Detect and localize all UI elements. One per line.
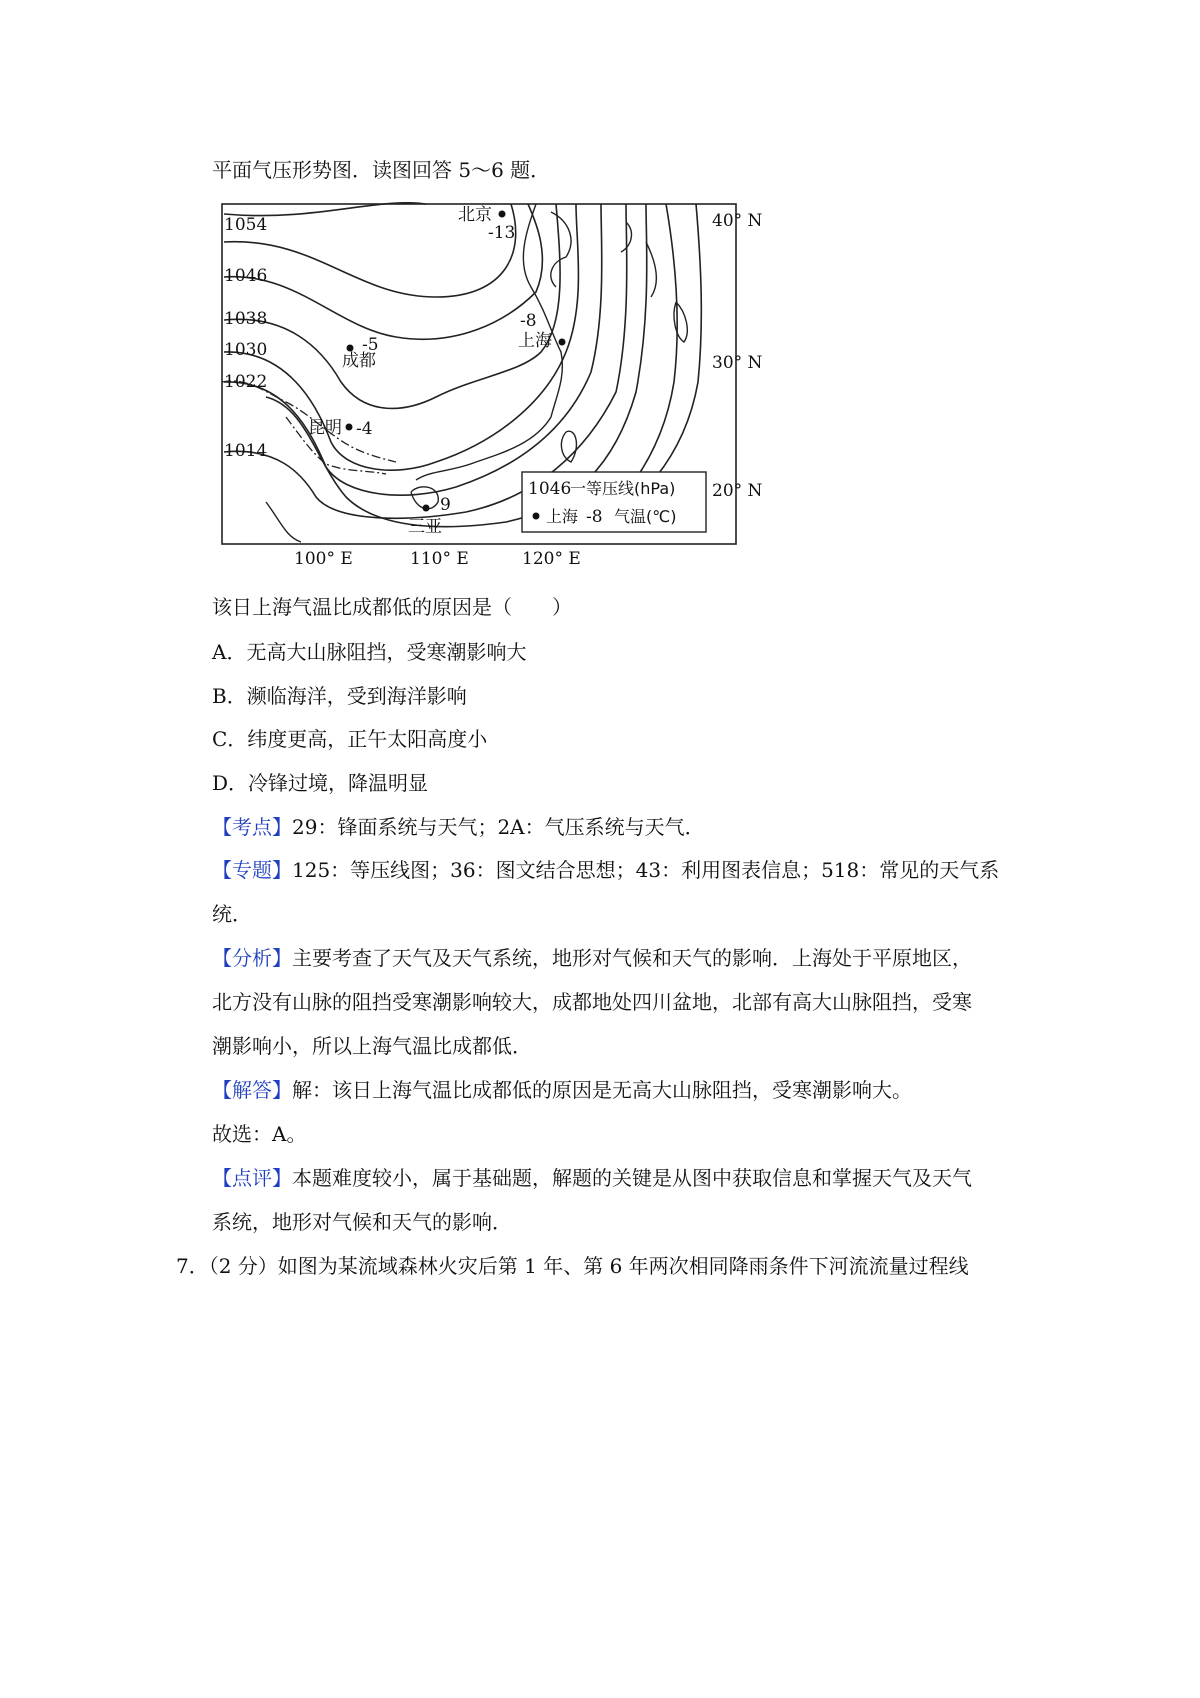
city-dot (559, 339, 566, 346)
isobar-label-1038: 1038 (224, 309, 268, 329)
city-temp: -13 (488, 223, 516, 243)
city-name: 北京 (458, 205, 492, 225)
option-d: D．冷锋过境，降温明显 (212, 771, 429, 795)
next-question: 7．（2 分）如图为某流域森林火灾后第 1 年、第 6 年两次相同降雨条件下河流流量过程线 (176, 1254, 969, 1278)
city-beijing (458, 205, 515, 243)
city-name: 上海 (518, 331, 552, 351)
lat-label-40n: 40° N (712, 211, 763, 231)
fenxi-tag: 【分析】 (212, 946, 292, 970)
zhuanti-line (212, 856, 999, 884)
lon-label-110e: 110° E (410, 549, 469, 569)
zhuanti-text: 125：等压线图；36：图文结合思想；43：利用图表信息；518：常见的天气系 (292, 858, 1000, 882)
lon-label-120e: 120° E (522, 549, 581, 569)
question-stem: 该日上海气温比成都低的原因是（ ） (212, 595, 572, 619)
jieda-tag: 【解答】 (212, 1078, 292, 1102)
fenxi-text-cont-2: 潮影响小，所以上海气温比成都低． (212, 1034, 532, 1058)
city-dot (499, 211, 506, 218)
pressure-map (206, 202, 766, 602)
zhuanti-text-cont: 统． (212, 902, 252, 926)
lon-label-100e: 100° E (294, 549, 353, 569)
city-temp: 9 (440, 495, 451, 515)
fenxi-line (212, 944, 972, 972)
city-kunming (308, 418, 373, 439)
city-temp: -5 (362, 335, 379, 355)
lat-label-30n: 30° N (712, 353, 763, 373)
isobar-label-1046: 1046 (224, 266, 268, 286)
city-temp: -8 (520, 311, 537, 331)
answer-choice: 故选：A。 (212, 1122, 307, 1146)
fenxi-text: 主要考查了天气及天气系统，地形对气候和天气的影响．上海处于平原地区， (292, 946, 972, 970)
dianping-text-cont: 系统，地形对气候和天气的影响． (212, 1210, 512, 1234)
fenxi-text-cont-1: 北方没有山脉的阻挡受寒潮影响较大，成都地处四川盆地，北部有高大山脉阻挡，受寒 (212, 990, 972, 1014)
isobar-label-1054: 1054 (224, 215, 268, 235)
city-name: 成都 (342, 351, 376, 371)
zhuanti-tag: 【专题】 (212, 858, 292, 882)
city-chengdu (342, 335, 379, 371)
dianping-line (212, 1164, 972, 1192)
city-temp: -4 (356, 419, 373, 439)
legend-isobar-value: 1046 (528, 479, 572, 499)
isobar-label-1014: 1014 (224, 441, 268, 461)
dianping-tag: 【点评】 (212, 1166, 292, 1190)
kaodian-tag: 【考点】 (212, 815, 292, 839)
legend-dot (533, 513, 540, 520)
option-c: C．纬度更高，正午太阳高度小 (212, 727, 488, 751)
option-a: A．无高大山脉阻挡，受寒潮影响大 (212, 640, 527, 664)
isobar-label-1030: 1030 (224, 340, 268, 360)
legend-isobar-text: 一等压线(hPa) (570, 479, 676, 498)
lat-label-20n: 20° N (712, 481, 763, 501)
city-name: 三亚 (408, 517, 442, 537)
city-dot (346, 424, 353, 431)
legend-city: 上海 (546, 507, 579, 526)
map-legend (522, 472, 706, 532)
city-name: 昆明 (308, 418, 342, 438)
jieda-line (212, 1076, 912, 1104)
intro-line: 平面气压形势图．读图回答 5～6 题． (212, 158, 551, 182)
legend-temp-text: 气温(℃) (614, 507, 677, 526)
isobar-label-1022: 1022 (224, 372, 268, 392)
jieda-text: 解：该日上海气温比成都低的原因是无高大山脉阻挡，受寒潮影响大。 (292, 1078, 912, 1102)
city-dot (423, 505, 430, 512)
kaodian-line (212, 813, 705, 841)
kaodian-text: 29：锋面系统与天气；2A：气压系统与天气． (292, 815, 705, 839)
option-b: B．濒临海洋，受到海洋影响 (212, 684, 467, 708)
legend-temp-value: -8 (586, 507, 603, 527)
dianping-text: 本题难度较小，属于基础题，解题的关键是从图中获取信息和掌握天气及天气 (292, 1166, 972, 1190)
